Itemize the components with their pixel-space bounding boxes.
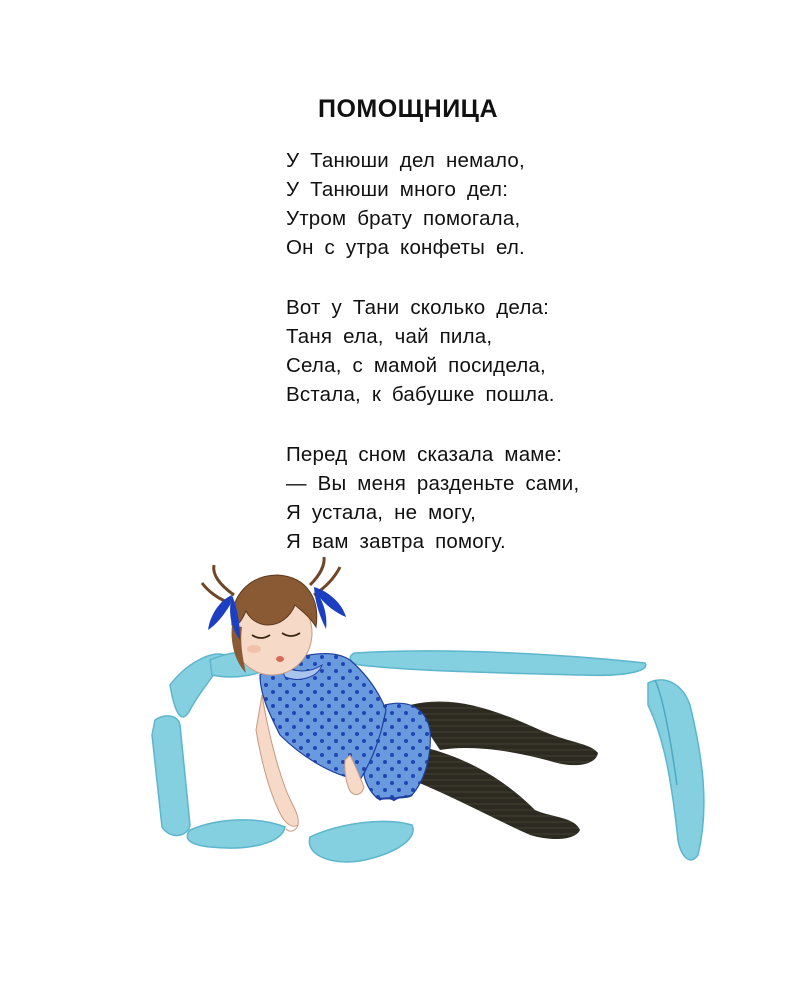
poem-title: ПОМОЩНИЦА bbox=[318, 95, 499, 123]
poem-line: Встала, к бабушке пошла. bbox=[286, 383, 555, 406]
poem-line: Я устала, не могу, bbox=[286, 501, 476, 524]
stanza-2 bbox=[286, 293, 579, 409]
poem-line: Я вам завтра помогу. bbox=[286, 530, 506, 553]
right-ribbon bbox=[314, 587, 346, 629]
poem-line: Перед сном сказала маме: bbox=[286, 443, 563, 466]
poem-line: Утром брату помогала, bbox=[286, 207, 521, 230]
poem-line: Села, с мамой посидела, bbox=[286, 354, 546, 377]
poem-line: Вот у Тани сколько дела: bbox=[286, 296, 550, 319]
stanza-3 bbox=[286, 440, 579, 556]
poem-body bbox=[286, 146, 579, 587]
stanza-1 bbox=[286, 146, 579, 262]
poem-line: — Вы меня разденьте сами, bbox=[286, 472, 580, 495]
poem-line: Он с утра конфеты ел. bbox=[286, 236, 525, 259]
poem-line: У Танюши дел немало, bbox=[286, 149, 525, 172]
girl bbox=[202, 557, 598, 839]
tired-girl-on-sofa-illustration bbox=[150, 555, 710, 875]
poem-line: Таня ела, чай пила, bbox=[286, 325, 493, 348]
poem-line: У Танюши много дел: bbox=[286, 178, 509, 201]
